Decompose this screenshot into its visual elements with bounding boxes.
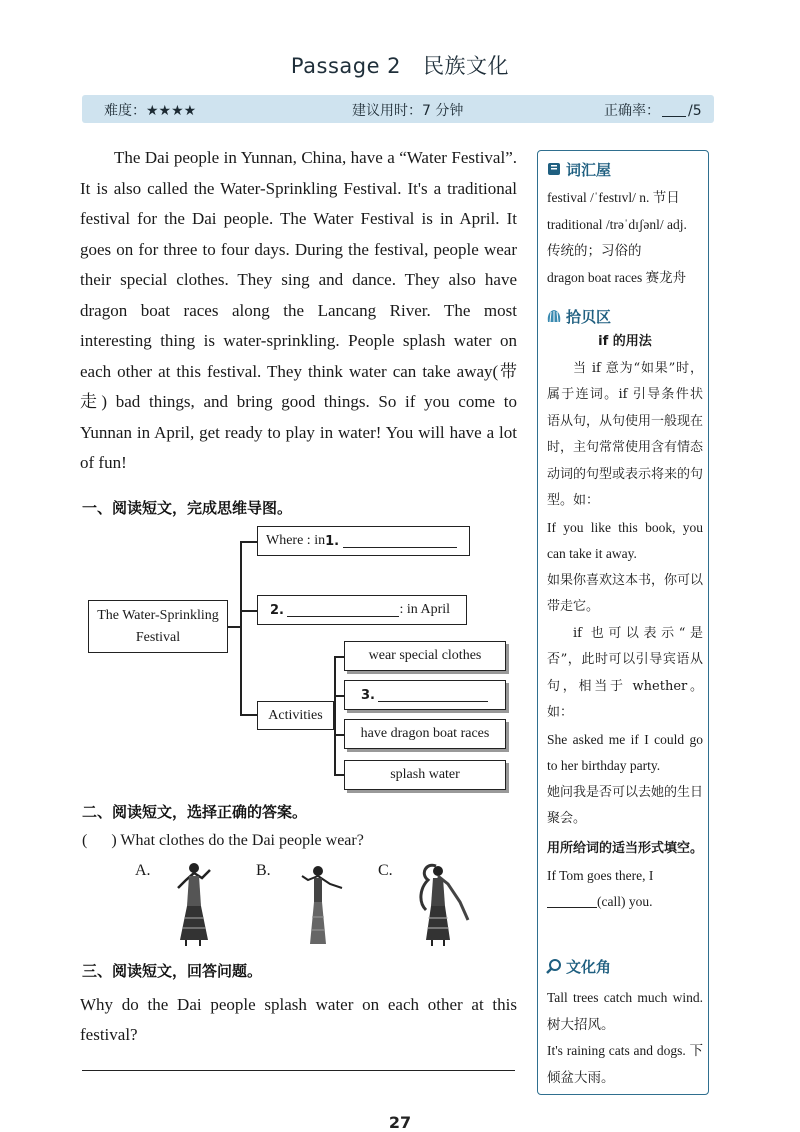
connector [240, 541, 242, 715]
vocab-heading [546, 159, 611, 180]
vocab-item: festival /ˈfestɪvl/ n. 节日 [547, 190, 680, 205]
vocab-item: traditional /trəˈdɪʃənl/ adj. 传统的；习俗的 [547, 216, 687, 258]
dancer-c-image[interactable] [412, 858, 474, 948]
shell-heading [546, 306, 611, 327]
section1-heading: 一、阅读短文，完成思维导图。 [82, 499, 293, 517]
exercise-block [547, 836, 703, 916]
when-number: 2. [270, 602, 284, 618]
usage-title: if 的用法 [598, 334, 652, 349]
dancer-a-image[interactable] [172, 858, 224, 948]
passage-label: Passage 2 [290, 54, 402, 78]
connector [240, 541, 257, 543]
answer-line[interactable] [82, 1070, 515, 1071]
culture-heading-text: 文化角 [566, 958, 612, 976]
connector [334, 695, 344, 697]
connector [334, 656, 336, 774]
passage [80, 143, 517, 479]
activity-4: splash water [344, 760, 506, 790]
connector [334, 656, 344, 658]
accuracy [604, 100, 702, 120]
option-b-label[interactable]: B. [256, 862, 271, 879]
activities-box: Activities [257, 701, 334, 730]
where-number: 1. [325, 533, 340, 549]
culture-block [547, 985, 703, 1091]
connector [240, 714, 257, 716]
vocab-list [547, 185, 703, 291]
mind-map-root: The Water-Sprinkling Festival [88, 600, 228, 653]
option-c-label[interactable]: C. [378, 862, 393, 879]
where-box [257, 526, 470, 556]
question-2-text: What clothes do the Dai people wear? [120, 832, 364, 849]
culture-heading [546, 956, 611, 977]
page-title [0, 50, 800, 80]
vocab-heading-text: 词汇屋 [566, 161, 612, 179]
section2-heading: 二、阅读短文，选择正确的答案。 [82, 803, 308, 821]
connector [228, 626, 240, 628]
question-2 [82, 832, 364, 850]
usage-2: if 也可以表示“是否”，此时可以引导宾语从句，相当于 whether。如： [547, 625, 703, 720]
shell-icon [546, 308, 562, 324]
accuracy-total: /5 [688, 103, 702, 119]
shell-heading-text: 拾贝区 [566, 308, 612, 326]
where-prefix: Where : in [266, 533, 326, 548]
when-suffix: : in April [399, 602, 451, 617]
culture-item: It's raining cats and dogs. 下倾盆大雨。 [547, 1043, 703, 1085]
exercise-line [547, 863, 703, 916]
accuracy-label: 正确率： [604, 103, 660, 119]
connector [334, 734, 344, 736]
book-icon [546, 161, 562, 177]
example-2-cn: 她问我是否可以去她的生日聚会。 [547, 784, 704, 826]
answer-bracket[interactable]: ( ) [82, 832, 117, 849]
activity-3: have dragon boat races [344, 719, 506, 749]
exercise-blank[interactable] [547, 894, 597, 908]
example-1-en: If you like this book, you can take it away. [547, 519, 703, 561]
activity-1: wear special clothes [344, 641, 506, 671]
blank-2[interactable] [287, 603, 399, 617]
connector [334, 774, 344, 776]
search-icon [546, 958, 562, 974]
accuracy-blank[interactable] [662, 103, 686, 117]
passage-title: 民族文化 [423, 54, 510, 78]
page-number: 27 [388, 1113, 412, 1132]
vocab-item: dragon boat races 赛龙舟 [547, 269, 687, 285]
info-bar [82, 95, 714, 123]
blank-3[interactable] [378, 688, 488, 702]
option-a-label[interactable]: A. [135, 862, 151, 879]
connector [240, 610, 257, 612]
exercise-heading: 用所给词的适当形式填空。 [547, 841, 704, 856]
culture-item: Tall trees catch much wind. 树大招风。 [547, 990, 703, 1032]
exercise-pre: If Tom goes there, I [547, 867, 654, 883]
difficulty: 难度：★★★★ [104, 103, 197, 119]
dancer-b-image[interactable] [296, 862, 348, 948]
exercise-post: (call) you. [597, 894, 653, 909]
question-3: Why do the Dai people splash water on each other at this festival? [80, 995, 517, 1044]
example-1-cn: 如果你喜欢这本书，你可以带走它。 [547, 572, 704, 614]
sidebar [537, 150, 709, 1095]
suggested-time: 建议用时：7 分钟 [352, 103, 464, 119]
passage-paragraph: The Dai people in Yunnan, China, have a “Water Festival”. It is also called the Water-Sprinkling Festival. It's a traditional festival for the Dai people. The Water Festival is in April. It goes on for three to four days. During the festival, people wear their special clothes. They sing and dance. They also have dragon boat races along the Lancang River. The most interesting thing is water-sprinkling. People splash water on each other at this festival. They think water can take away(带走) bad things, and bring good things. So if you come to Yunnan in April, get ready to play in water! You will have a lot of fun! [80, 148, 517, 472]
activity-number: 3. [361, 687, 375, 703]
example-2-en: She asked me if I could go to her birthday party. [547, 731, 703, 773]
blank-1[interactable] [343, 534, 457, 548]
usage-1: 当 if 意为“如果”时，属于连词。if 引导条件状语从句，从句使用一般现在时，主句常常使用含有情态动词的句型或表示将来的句型。如： [547, 360, 704, 508]
usage-block [547, 329, 703, 833]
when-box [257, 595, 467, 625]
activity-2 [344, 680, 506, 710]
section3-heading: 三、阅读短文，回答问题。 [82, 962, 263, 980]
